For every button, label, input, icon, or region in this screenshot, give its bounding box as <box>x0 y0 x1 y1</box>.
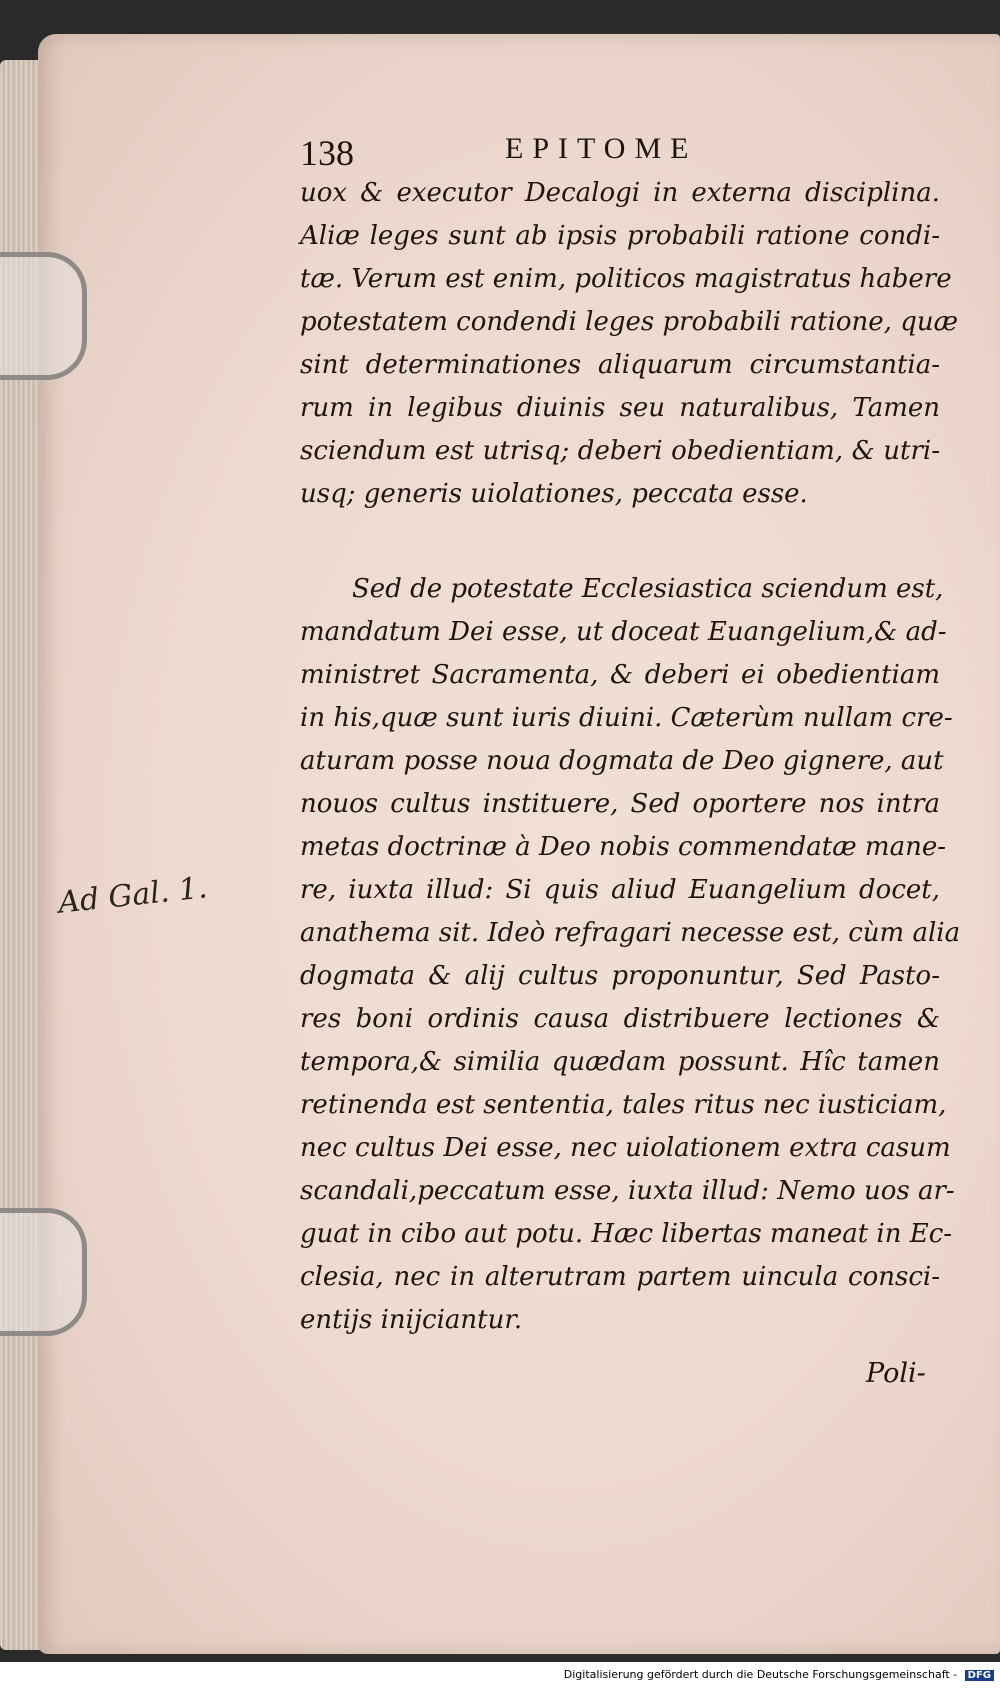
text-line: tæ. Verum est enim, politicos magistratus habere <box>300 264 952 294</box>
text-line: re, iuxta illud: Si quis aliud Euangelium docet, <box>300 875 940 905</box>
text-line: rum in legibus diuinis seu naturalibus, Tamen <box>300 393 940 423</box>
text-line: entijs inijciantur. <box>300 1305 523 1335</box>
page-header <box>300 132 960 182</box>
digitization-credit <box>564 1668 994 1681</box>
text-line: metas doctrinæ à Deo nobis commendatæ mane- <box>300 832 947 862</box>
text-line: res boni ordinis causa distribuere lectiones & <box>300 1004 940 1034</box>
text-line: retinenda est sententia, tales ritus nec iusticiam, <box>300 1090 947 1120</box>
handwritten-marginal-note: Ad Gal. 1. <box>56 870 209 921</box>
text-line: usq; generis uiolationes, peccata esse. <box>300 479 808 509</box>
text-line: dogmata & alij cultus proponuntur, Sed Pasto- <box>300 961 940 991</box>
catchword: Poli- <box>866 1358 926 1389</box>
text-line: sciendum est utrisq; deberi obedientiam, & utri- <box>300 436 940 466</box>
text-line: Sed de potestate Ecclesiastica sciendum est, <box>352 574 944 604</box>
credit-text: Digitalisierung gefördert durch die Deutsche Forschungsgemeinschaft - <box>563 1668 958 1681</box>
text-line: guat in cibo aut potu. Hæc libertas maneat in Ec- <box>300 1219 953 1249</box>
page-number: 138 <box>300 133 354 173</box>
dfg-logo: DFG <box>965 1670 994 1681</box>
text-line: tempora,& similia quædam possunt. Hîc tamen <box>300 1047 940 1077</box>
page-clip-top <box>0 252 87 380</box>
page-clip-bottom <box>0 1208 87 1336</box>
text-line: nouos cultus instituere, Sed oportere nos intra <box>300 789 940 819</box>
text-line: scandali,peccatum esse, iuxta illud: Nemo uos ar- <box>300 1176 955 1206</box>
text-line: mandatum Dei esse, ut doceat Euangelium,& ad- <box>300 617 947 647</box>
text-line: potestatem condendi leges probabili ratione, quæ <box>300 307 959 337</box>
text-line: clesia, nec in alterutram partem uincula consci- <box>300 1262 940 1292</box>
text-line: nec cultus Dei esse, nec uiolationem extra casum <box>300 1133 951 1163</box>
text-line: aturam posse noua dogmata de Deo gignere, aut <box>300 746 944 776</box>
running-title: EPITOME <box>505 132 698 165</box>
text-line: ministret Sacramenta, & deberi ei obedientiam <box>300 660 940 690</box>
text-line: Aliæ leges sunt ab ipsis probabili ratione condi- <box>300 221 940 251</box>
text-line: in his,quæ sunt iuris diuini. Cæterùm nullam cre- <box>300 703 953 733</box>
text-line: uox & executor Decalogi in externa disciplina. <box>300 178 940 208</box>
text-line: sint determinationes aliquarum circumstantia- <box>300 350 940 380</box>
text-line: anathema sit. Ideò refragari necesse est, cùm alia <box>300 918 961 948</box>
